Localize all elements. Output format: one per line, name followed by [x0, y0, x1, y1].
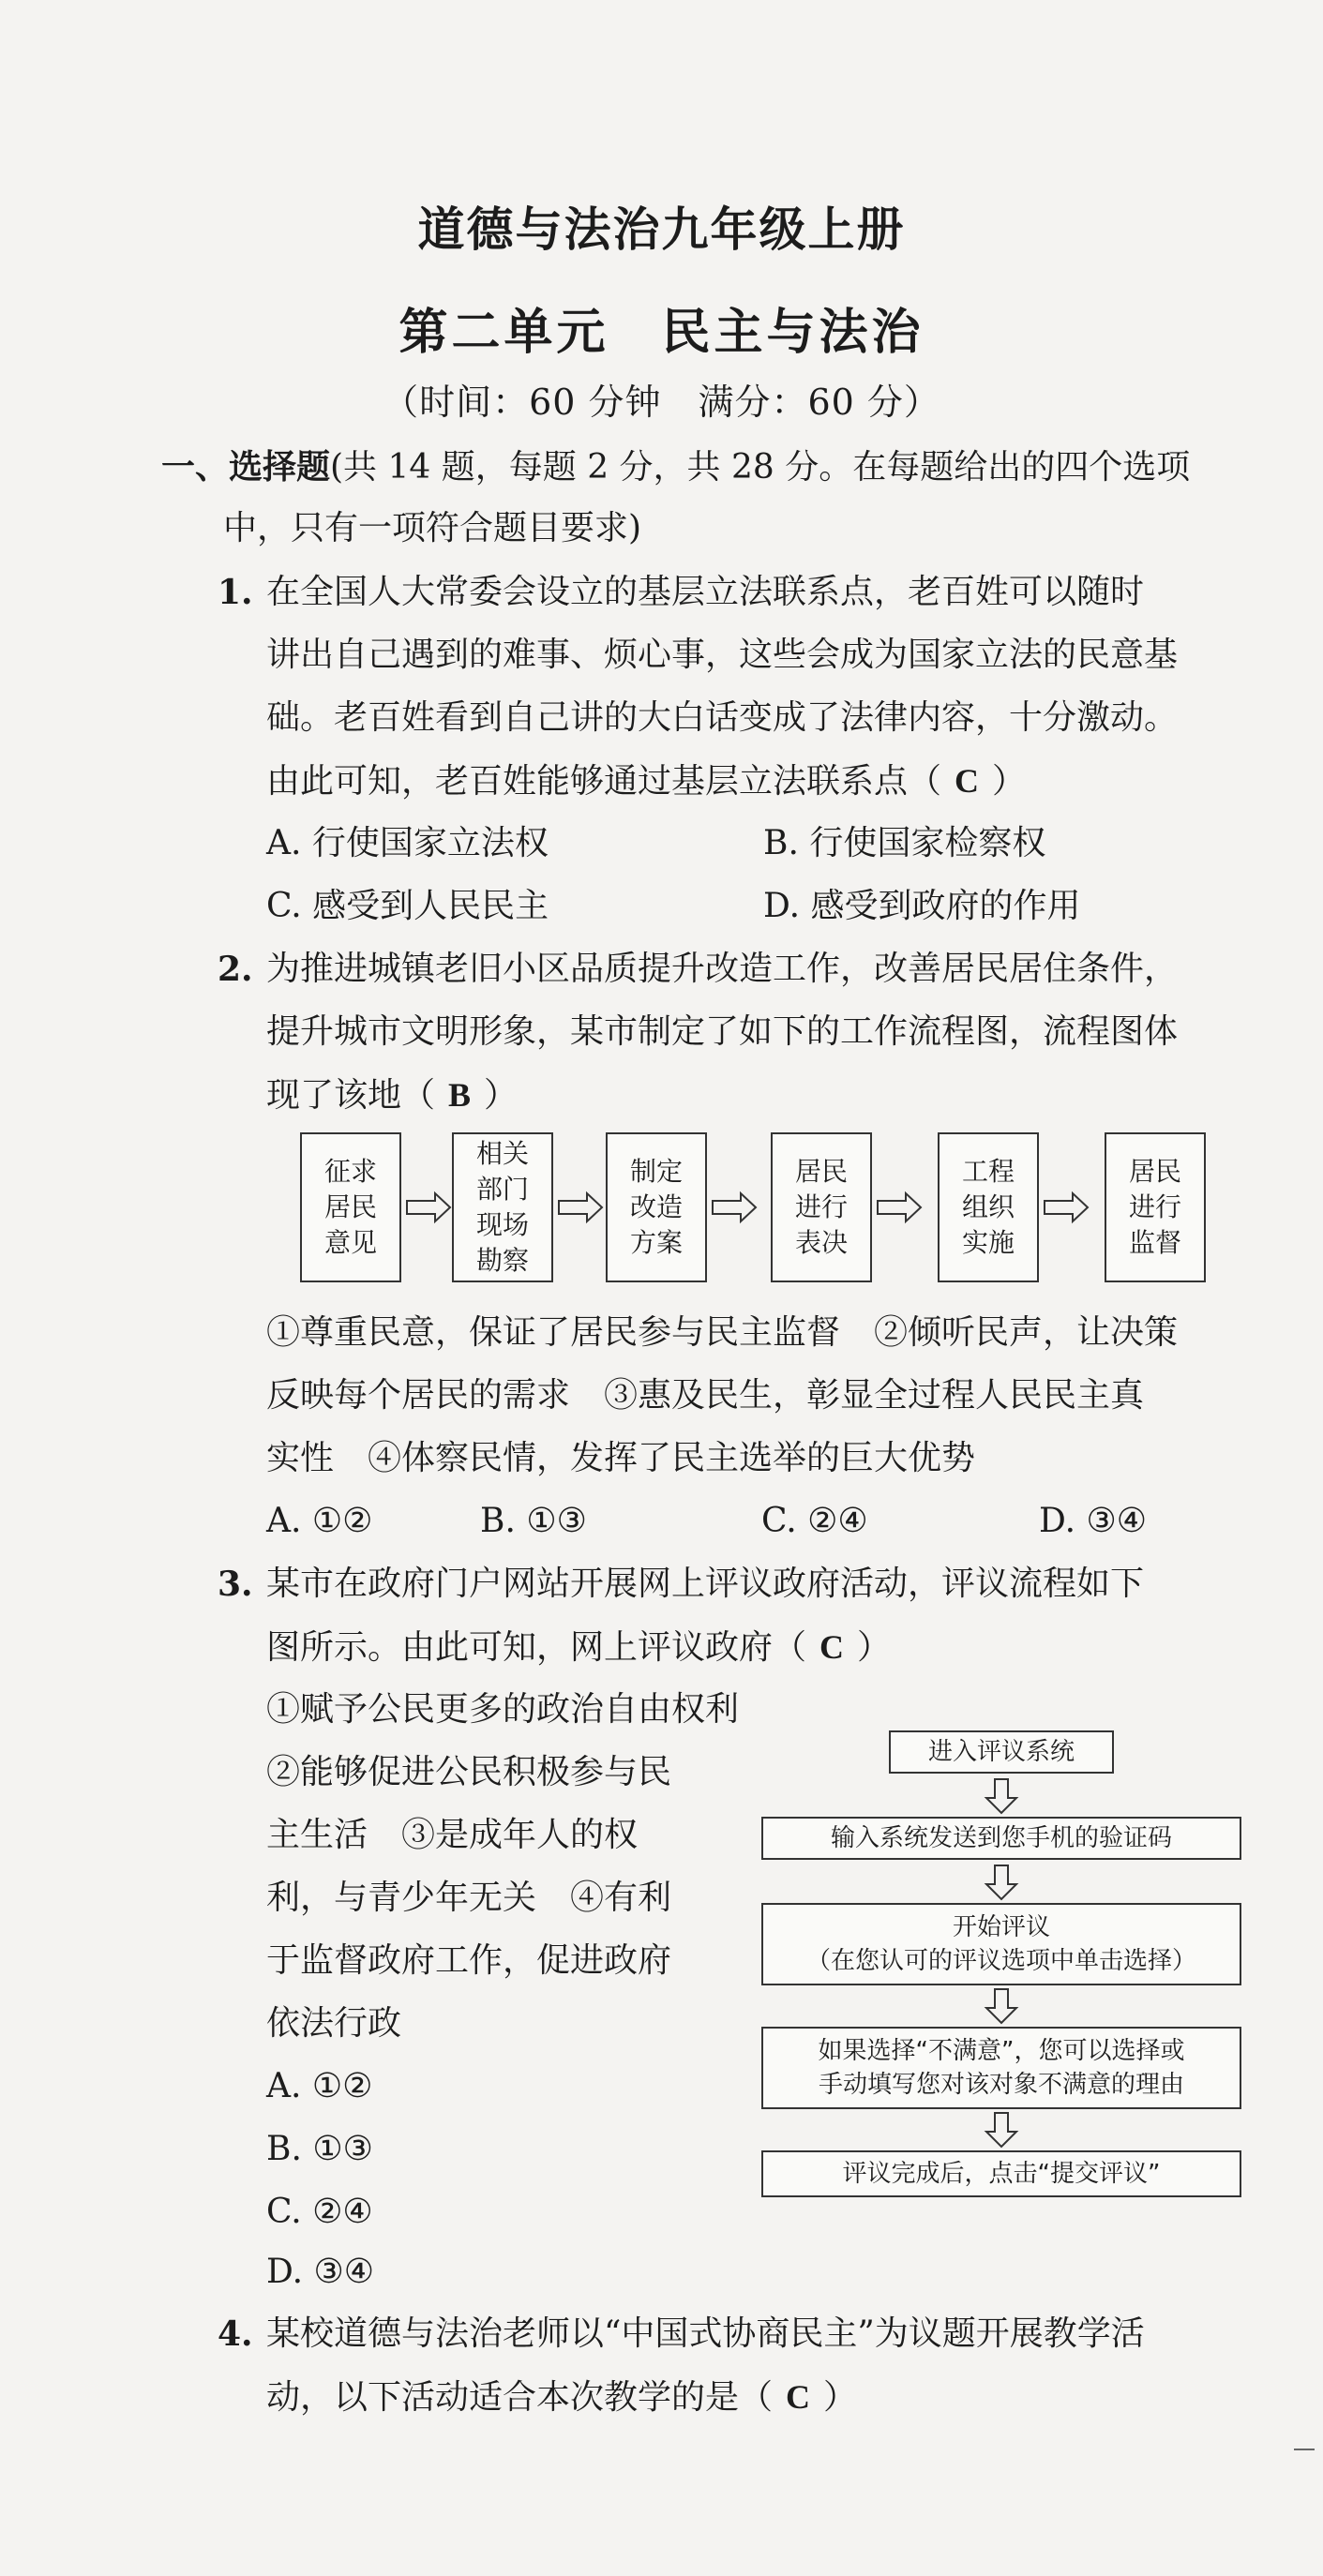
statement-line: 主生活 ③是成年人的权	[266, 1816, 639, 1854]
unit-title: 第二单元 民主与法治	[398, 304, 925, 361]
arrow-right-icon	[557, 1191, 604, 1224]
option-c: C. ②④	[761, 1502, 868, 1540]
flow-step: 相关 部门 现场 勘察	[452, 1132, 553, 1282]
arrow-down-icon	[983, 1987, 1020, 2025]
flow-box: 评议完成后，点击“提交评议”	[761, 2150, 1241, 2197]
arrow-down-icon	[983, 1777, 1020, 1815]
arrow-right-icon	[405, 1191, 452, 1224]
statement-line: 于监督政府工作，促进政府	[266, 1941, 672, 1980]
statement-line: ②能够促进公民积极参与民	[266, 1753, 672, 1791]
answer-mark: C	[786, 2378, 811, 2416]
answer-mark: C	[955, 762, 980, 800]
question-number: 4.	[218, 2314, 253, 2354]
flow-box: 输入系统发送到您手机的验证码	[761, 1817, 1241, 1860]
arrow-right-icon	[711, 1191, 758, 1224]
flow-step: 征求 居民 意见	[300, 1132, 401, 1282]
arrow-down-icon	[983, 1864, 1020, 1901]
option-c: C. 感受到人民民主	[266, 887, 549, 925]
arrow-down-icon	[983, 2111, 1020, 2149]
option-d: D. 感受到政府的作用	[763, 887, 1081, 925]
question-text: 在全国人大常委会设立的基层立法联系点，老百姓可以随时	[266, 573, 1145, 611]
question-text: 图所示。由此可知，网上评议政府（	[266, 1628, 807, 1667]
option-d: D. ③④	[1039, 1502, 1148, 1540]
option-a: A. ①②	[266, 2067, 373, 2105]
statement-line: 利，与青少年无关 ④有利	[266, 1879, 672, 1917]
question-number: 1.	[218, 573, 253, 612]
question-text: 提升城市文明形象，某市制定了如下的工作流程图，流程图体	[266, 1012, 1179, 1051]
answer-close: ）	[992, 762, 1027, 801]
book-title: 道德与法治九年级上册	[417, 202, 906, 257]
question-text: 现了该地（	[266, 1076, 436, 1115]
question-stem-last	[266, 758, 1026, 804]
statement-line: 反映每个居民的需求 ③惠及民生，彰显全过程人民民主真	[266, 1376, 1145, 1415]
option-b: B. 行使国家检察权	[763, 824, 1046, 862]
option-b: B. ①③	[266, 2130, 373, 2168]
question-number: 2.	[218, 950, 253, 989]
flow-step: 居民 进行 表决	[771, 1132, 872, 1282]
question-text: 由此可知，老百姓能够通过基层立法联系点（	[266, 762, 942, 801]
flow-step: 制定 改造 方案	[606, 1132, 707, 1282]
flow-box: 进入评议系统	[889, 1730, 1114, 1774]
section-label: 一、选择题	[161, 447, 331, 487]
exam-meta: （时间：60 分钟 满分：60 分）	[383, 382, 940, 423]
flow-box: 如果选择“不满意”，您可以选择或 手动填写您对该对象不满意的理由	[761, 2027, 1241, 2109]
question-text: 某市在政府门户网站开展网上评议政府活动，评议流程如下	[266, 1565, 1145, 1603]
section-instructions-2: 中，只有一项符合题目要求)	[223, 509, 642, 547]
statement-line: 依法行政	[266, 2004, 402, 2043]
answer-close: ）	[484, 1076, 519, 1115]
statement-line: ①尊重民意，保证了居民参与民主监督 ②倾听民声，让决策	[266, 1313, 1179, 1352]
answer-mark: B	[448, 1076, 472, 1114]
question-number: 3.	[218, 1565, 253, 1604]
arrow-right-icon	[876, 1191, 923, 1224]
option-b: B. ①③	[480, 1502, 587, 1540]
statement-line: ①赋予公民更多的政治自由权利	[266, 1690, 740, 1729]
flow-step: 居民 进行 监督	[1105, 1132, 1206, 1282]
question-text: 为推进城镇老旧小区品质提升改造工作，改善居民居住条件，	[266, 950, 1179, 988]
page-edge-mark	[1294, 2449, 1315, 2450]
answer-close: ）	[857, 1628, 892, 1667]
flow-step: 工程 组织 实施	[938, 1132, 1039, 1282]
option-c: C. ②④	[266, 2193, 373, 2231]
question-text: 某校道德与法治老师以“中国式协商民主”为议题开展教学活	[266, 2314, 1145, 2353]
answer-mark: C	[819, 1628, 845, 1666]
question-text: 动，以下活动适合本次教学的是（	[266, 2378, 774, 2417]
question-text: 础。老百姓看到自己讲的大白话变成了法律内容，十分激动。	[266, 698, 1179, 737]
question-stem-last	[266, 1072, 518, 1118]
section-instructions-1: (共 14 题，每题 2 分，共 28 分。在每题给出的四个选项	[330, 448, 1191, 487]
option-d: D. ③④	[266, 2253, 375, 2291]
question-stem-last	[266, 2374, 857, 2420]
question-text: 讲出自己遇到的难事、烦心事，这些会成为国家立法的民意基	[266, 636, 1179, 674]
statement-line: 实性 ④体察民情，发挥了民主选举的巨大优势	[266, 1439, 976, 1477]
option-a: A. ①②	[266, 1502, 373, 1540]
arrow-right-icon	[1043, 1191, 1090, 1224]
section-header	[161, 444, 1190, 490]
option-a: A. 行使国家立法权	[266, 824, 549, 862]
flow-box: 开始评议 （在您认可的评议选项中单击选择）	[761, 1903, 1241, 1985]
question-stem-last	[266, 1625, 891, 1670]
answer-close: ）	[823, 2378, 858, 2417]
